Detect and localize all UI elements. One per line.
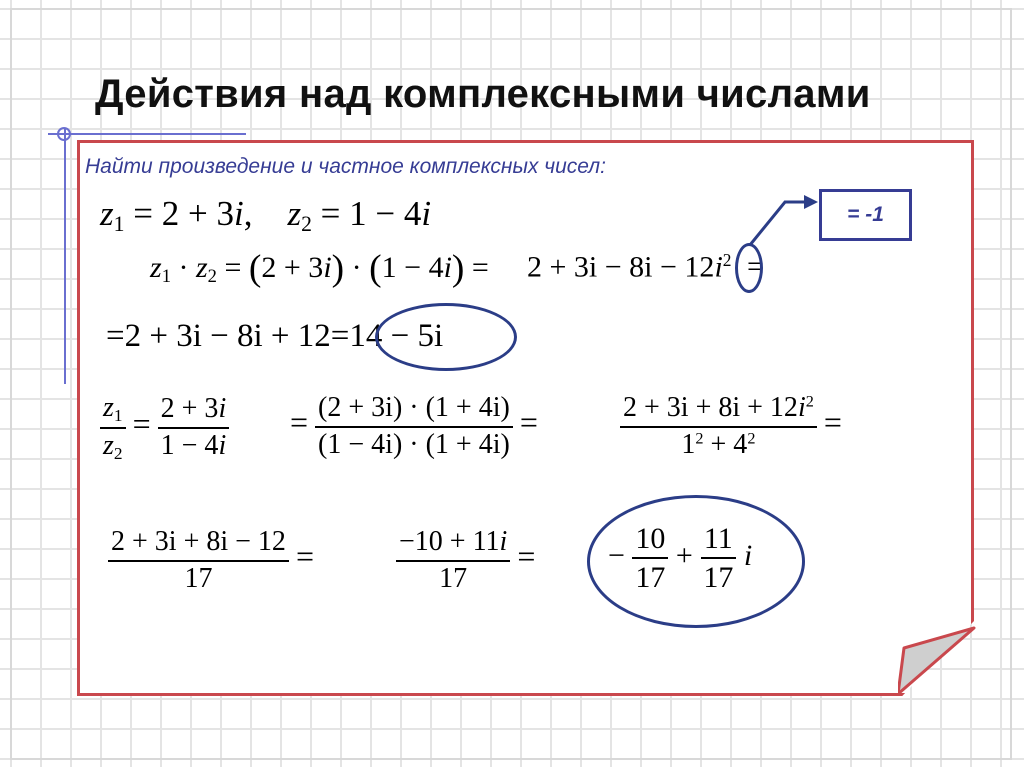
crosshair-circle-icon	[57, 127, 71, 141]
quotient-step-5: $\frac{-10 + 11i}{17}$ =	[396, 527, 535, 595]
product-line-2: =2 + 3i − 8i + 12=14 − 5i	[106, 318, 444, 354]
fraction-combined: $\frac{-10 + 11i}{17}$	[396, 527, 510, 595]
guide-line-horizontal	[48, 133, 246, 135]
fraction-z1-z2: $\frac{z_1}{z_2}$	[100, 393, 126, 463]
fraction-conjugate: $\frac{(2 + 3i) \cdot (1 + 4i)}{(1 - 4i) \cdot (1 + 4i)}$	[315, 393, 513, 461]
quotient-step-4: $\frac{2 + 3i + 8i - 12}{17}$ =	[108, 527, 314, 595]
product-result: 14 − 5i	[349, 318, 444, 354]
product-line-1: $z_1 \cdot z_2 = (2 + 3i) \cdot (1 - 4i)$ =	[150, 248, 489, 289]
product-expansion: $2 + 3i - 8i - 12i^2$ =	[527, 250, 764, 284]
i-squared-hint-box: = -1	[819, 189, 912, 241]
quotient-definition: $\frac{z_1}{z_2}$ = $\frac{2 + 3i}{1 - 4i}$	[100, 393, 229, 463]
definition-line: $z_1 = 2 + 3i$, $z_2 = 1 - 4i$	[100, 194, 432, 237]
task-statement: Найти произведение и частное комплексных чисел:	[85, 155, 606, 178]
highlight-ring-quotient	[587, 495, 805, 628]
quotient-step-2: = $\frac{(2 + 3i) \cdot (1 + 4i)}{(1 - 4i) \cdot (1 + 4i)}$ =	[290, 392, 538, 460]
fraction-step-1: $\frac{2 + 3i}{1 - 4i}$	[158, 394, 230, 462]
fraction-expanded: $\frac{2 + 3i + 8i + 12i^2}{1^2 + 4^2}$	[620, 393, 817, 461]
fraction-real-part: $\frac{10}{17}$	[632, 522, 668, 594]
quotient-result: − $\frac{10}{17}$ + $\frac{11}{17}$ i	[608, 522, 753, 594]
page-curl-icon	[898, 622, 978, 700]
highlight-ring-product	[375, 303, 517, 371]
fraction-imag-part: $\frac{11}{17}$	[700, 522, 736, 594]
guide-line-vertical	[64, 128, 66, 384]
slide-title: Действия над комплексными числами	[95, 72, 871, 116]
fraction-simplified: $\frac{2 + 3i + 8i - 12}{17}$	[108, 527, 289, 595]
quotient-step-3: $\frac{2 + 3i + 8i + 12i^2}{1^2 + 4^2}$ =	[620, 393, 842, 461]
highlight-ring-i-squared	[735, 243, 763, 293]
